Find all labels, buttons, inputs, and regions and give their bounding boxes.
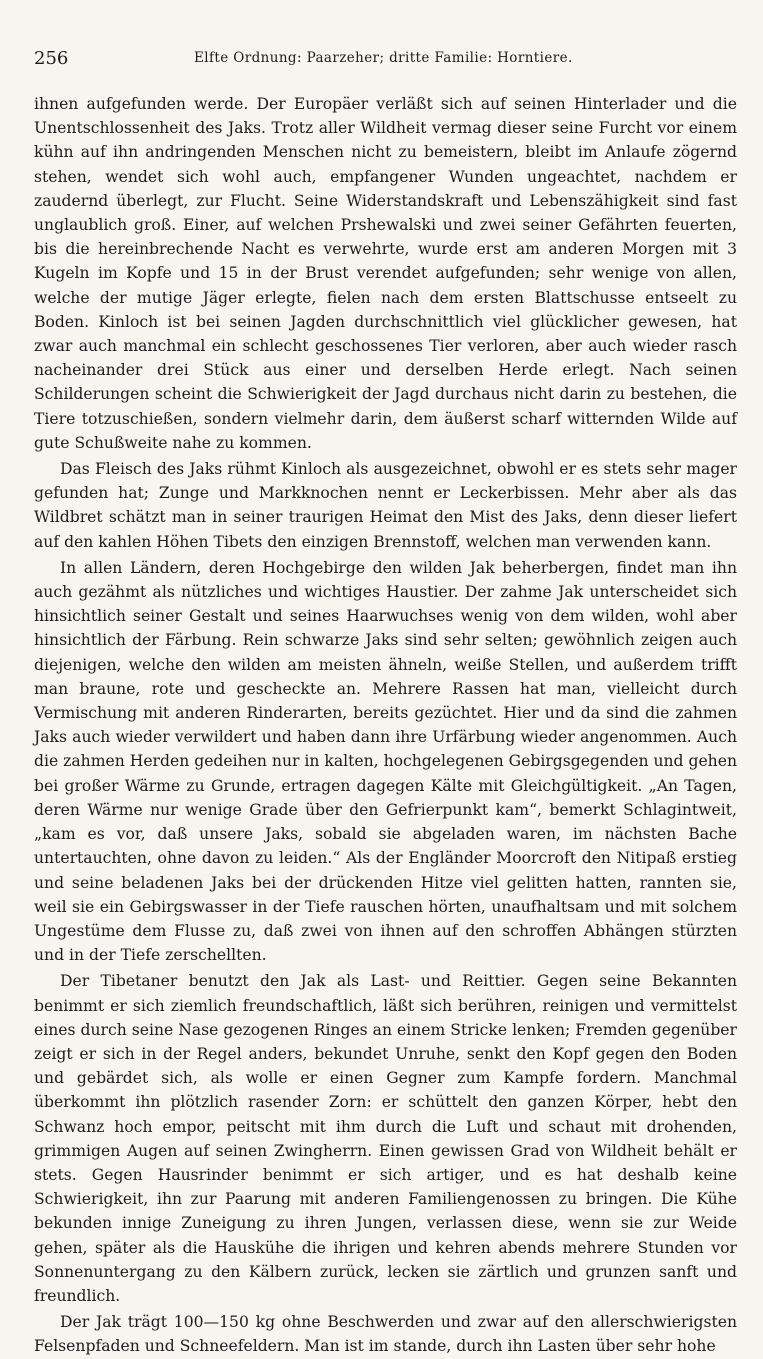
page-header	[34, 40, 737, 70]
page-number: 256	[34, 48, 69, 69]
paragraph-meat-and-dung: Das Fleisch des Jaks rühmt Kinloch als ausgezeichnet, obwohl er es stets sehr mager gefunden hat; Zunge und Markknochen nennt er Leckerbissen. Mehr aber als das Wildbret schätzt man in seiner traurigen Heimat den Mist des Jaks, denn dieser liefert auf den kahlen Höhen Tibets den einzigen Brennstoff, welchen man verwenden kann.	[34, 460, 737, 551]
paragraph-tibetan-use: Der Tibetaner benutzt den Jak als Last- und Reittier. Gegen seine Bekannten benimmt er sich ziemlich freundschaftlich, läßt sich berühren, reinigen und vermittelst eines durch seine Nase gezogenen Ringes an einem Stricke lenken; Fremden gegenüber zeigt er sich in der Regel anders, bekundet Unruhe, senkt den Kopf gegen den Boden und gebärdet sich, als wolle er einen Gegner zum Kampfe fordern. Manchmal überkommt ihn plötzlich rasender Zorn: er schüttelt den ganzen Körper, hebt den Schwanz hoch empor, peitscht mit ihm durch die Luft und schaut mit drohenden, grimmigen Augen auf seinen Zwingherrn. Einen gewissen Grad von Wildheit behält er stets. Gegen Hausrinder benimmt er sich artiger, und es hat deshalb keine Schwierigkeit, ihn zur Paarung mit anderen Familiengenossen zu bringen. Die Kühe bekunden innige Zuneigung zu ihren Jungen, verlassen diese, wenn sie zur Weide gehen, später als die Hauskühe die ihrigen und kehren abends mehrere Stunden vor Sonnenuntergang zu den Kälbern zurück, lecken sie zärtlich und grunzen sanft und freundlich.	[34, 972, 737, 1305]
paragraph-domestic-yak: In allen Ländern, deren Hochgebirge den wilden Jak beherbergen, findet man ihn auch gezähmt als nützliches und wichtiges Haustier. Der zahme Jak unterscheidet sich hinsichtlich seiner Gestalt und seines Haarwuchses wenig von dem wilden, wohl aber hinsichtlich der Färbung. Rein schwarze Jaks sind sehr selten; gewöhnlich zeigen auch diejenigen, welche den wilden am meisten ähneln, weiße Stellen, und außerdem trifft man braune, rote und gescheckte an. Mehrere Rassen hat man, vielleicht durch Vermischung mit anderen Rinderarten, bereits gezüchtet. Hier und da sind die zahmen Jaks auch wieder verwildert und haben dann ihre Urfärbung wieder angenommen. Auch die zahmen Herden gedeihen nur in kalten, hochgelegenen Gebirgsgegenden und gehen bei großer Wärme zu Grunde, ertragen dagegen Kälte mit Gleichgültigkeit. „An Tagen, deren Wärme nur wenige Grade über den Gefrierpunkt kam“, bemerkt Schlagintweit, „kam es vor, daß unsere Jaks, sobald sie abgeladen waren, im nächsten Bache untertauchten, ohne davon zu leiden.“ Als der Engländer Moorcroft den Nitipaß erstieg und seine beladenen Jaks bei der drückenden Hitze viel gelitten hatten, rannten sie, weil sie ein Gebirgswasser in der Tiefe rauschen hörten, unaufhaltsam und mit solchem Ungestüme dem Flusse zu, daß zwei von ihnen auf den schroffen Abhängen stürzten und in der Tiefe zerschellten.	[34, 558, 737, 965]
body-text	[34, 92, 737, 1359]
paragraph-load-capacity: Der Jak trägt 100—150 kg ohne Beschwerden und zwar auf den allerschwierigsten Felsenpfaden und Schneefeldern. Man ist im stande, durch ihn Lasten über sehr hohe	[34, 1313, 737, 1356]
paragraph-continued: ihnen aufgefunden werde. Der Europäer verläßt sich auf seinen Hinterlader und die Unentschlossenheit des Jaks. Trotz aller Wildheit vermag dieser seine Furcht vor einem kühn auf ihn andringenden Menschen nicht zu bemeistern, bleibt im Anlaufe zögernd stehen, wendet sich wohl auch, empfangener Wunden ungeachtet, nachdem er zaudernd überlegt, zur Flucht. Seine Widerstandskraft und Lebenszähigkeit sind fast unglaublich groß. Einer, auf welchen Prshewalski und zwei seiner Gefährten feuerten, bis die hereinbrechende Nacht es verwehrte, wurde erst am anderen Morgen mit 3 Kugeln im Kopfe und 15 in der Brust verendet aufgefunden; sehr wenige von allen, welche der mutige Jäger erlegte, fielen nach dem ersten Blattschusse entseelt zu Boden. Kinloch ist bei seinen Jagden durchschnittlich viel glücklicher gewesen, hat zwar auch manchmal ein schlecht geschossenes Tier verloren, aber auch wieder rasch nacheinander drei Stück aus einer und derselben Herde erlegt. Nach seinen Schilderungen scheint die Schwierigkeit der Jagd durchaus nicht darin zu bestehen, die Tiere totzuschießen, sondern vielmehr darin, dem äußerst scharf witternden Wilde auf gute Schußweite nahe zu kommen.	[34, 95, 737, 452]
running-head: Elfte Ordnung: Paarzeher; dritte Familie: Horntiere.	[194, 50, 573, 66]
